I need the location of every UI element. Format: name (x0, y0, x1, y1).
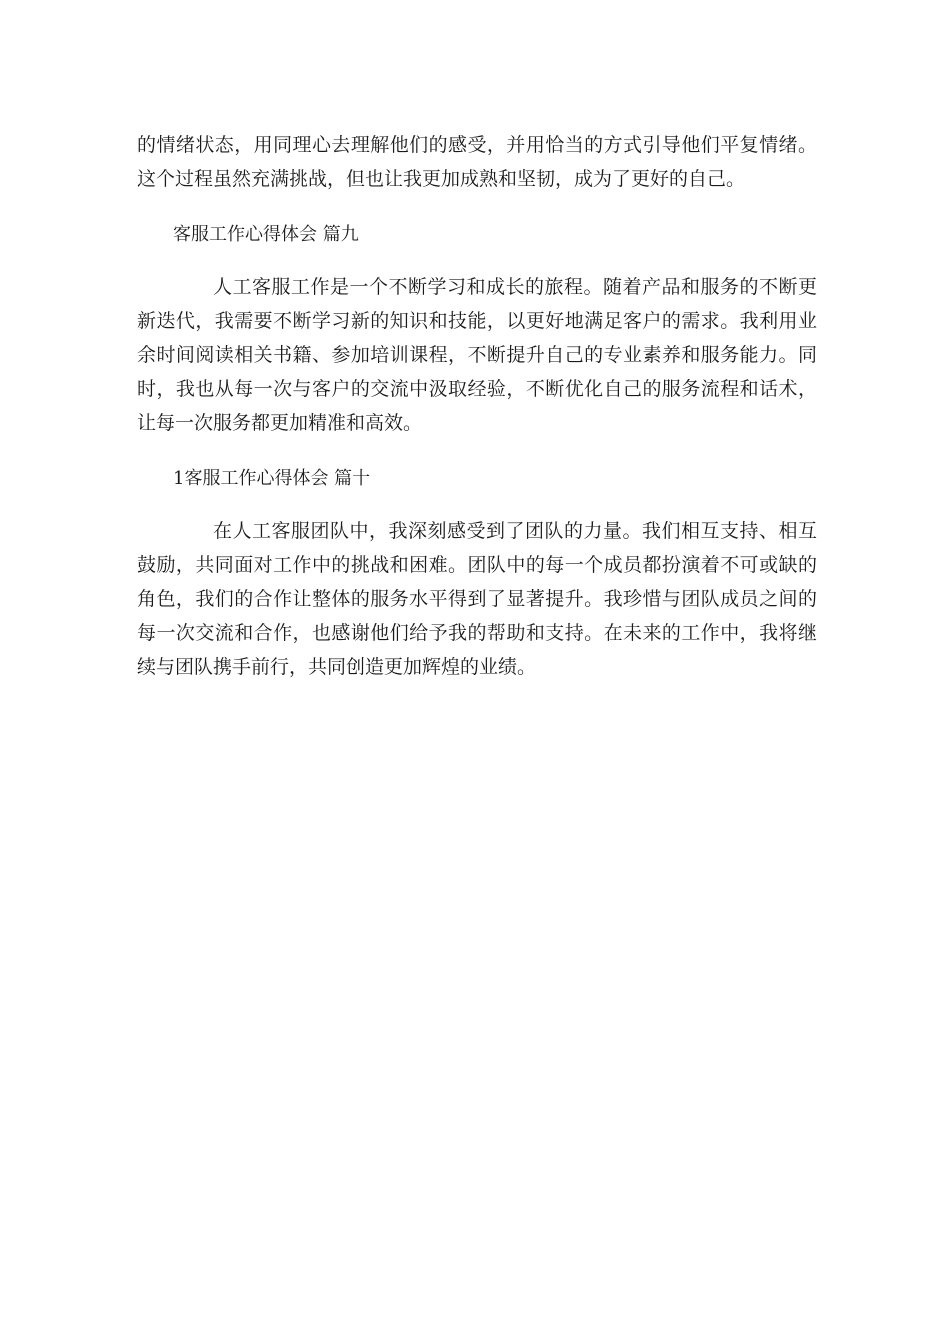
document-body (137, 128, 817, 684)
paragraph-continued-emotions: 的情绪状态，用同理心去理解他们的感受，并用恰当的方式引导他们平复情绪。这个过程虽然充满挑战，但也让我更加成熟和坚韧，成为了更好的自己。 (137, 134, 817, 190)
section-heading-part-ten: 1客服工作心得体会 篇十 (173, 468, 371, 489)
spacer (137, 252, 817, 270)
section-heading-part-nine: 客服工作心得体会 篇九 (173, 224, 359, 245)
paragraph-learning-growth: 人工客服工作是一个不断学习和成长的旅程。随着产品和服务的不断更新迭代，我需要不断学习新的知识和技能，以更好地满足客户的需求。我利用业余时间阅读相关书籍、参加培训课程，不断提升自己的专业素养和服务能力。同时，我也从每一次与客户的交流中汲取经验，不断优化自己的服务流程和话术，让每一次服务都更加精准和高效。 (137, 276, 817, 434)
paragraph-team-power: 在人工客服团队中，我深刻感受到了团队的力量。我们相互支持、相互鼓励，共同面对工作中的挑战和困难。团队中的每一个成员都扮演着不可或缺的角色，我们的合作让整体的服务水平得到了显著提升。我珍惜与团队成员之间的每一次交流和合作，也感谢他们给予我的帮助和支持。在未来的工作中，我将继续与团队携手前行，共同创造更加辉煌的业绩。 (137, 520, 817, 678)
spacer (137, 196, 817, 218)
spacer (137, 496, 817, 514)
spacer (137, 440, 817, 462)
